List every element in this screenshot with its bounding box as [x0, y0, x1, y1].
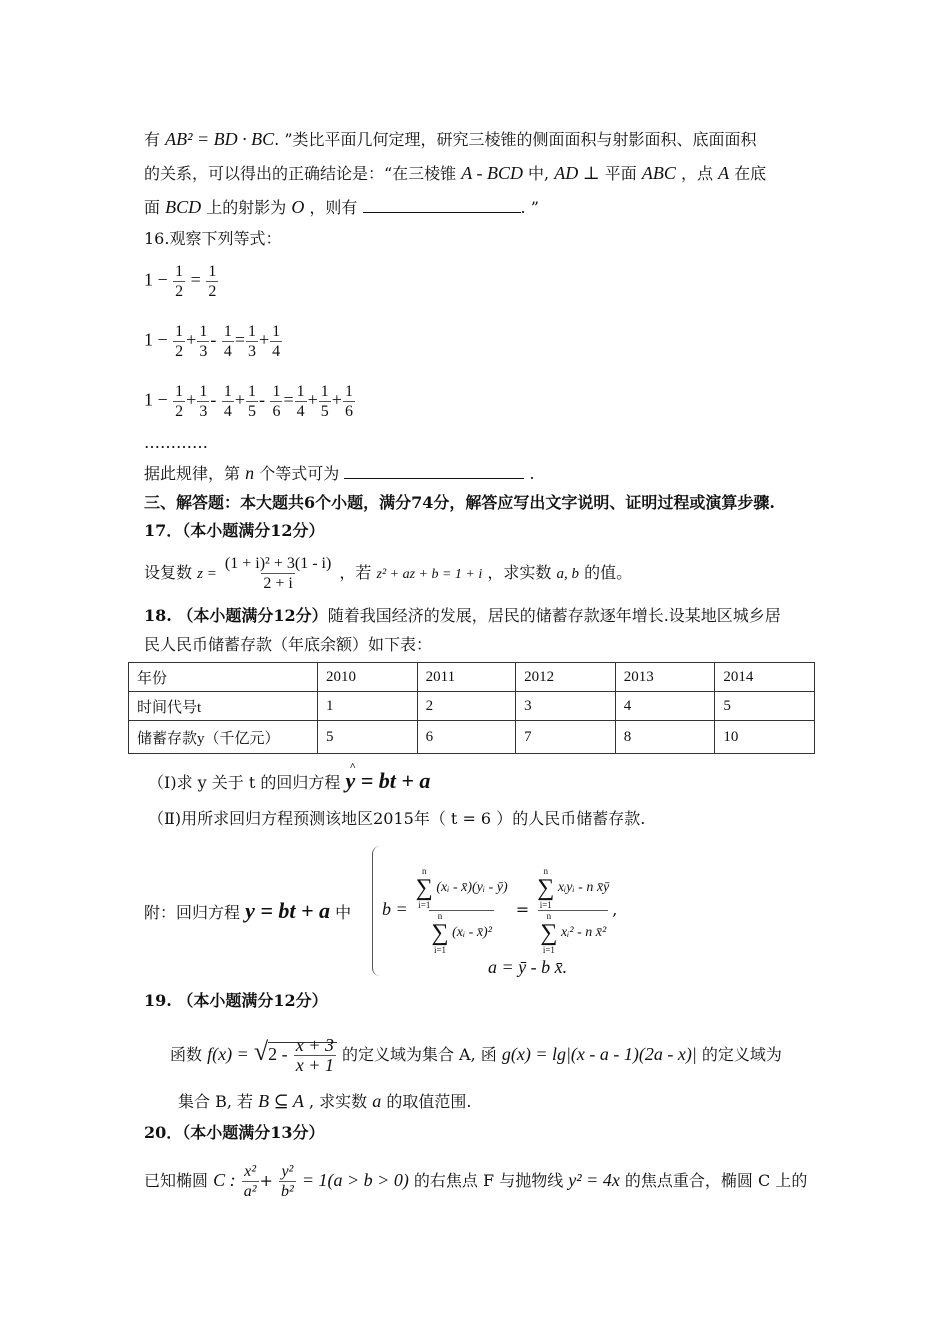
math-ab-bd-bc: AB² = BD · BC: [165, 129, 275, 149]
table-row: 时间代号t 1 2 3 4 5: [129, 692, 815, 721]
text-line-1: 有 AB² = BD · BC. ”类比平面几何定理，研究三棱锥的侧面面积与射影面积、底面面积: [144, 129, 757, 149]
left-brace: [372, 846, 381, 976]
q18-part-1: （Ⅰ)求 y 关于 t 的回归方程 ^ y = bt + a: [148, 770, 430, 794]
q19-body-1: 函数 f(x) = √2 - $\frac{x + 3}{x + 1}$ 的定义域为集合 A, 函 g(x) = lg|(x - a - 1)(2a - x)| 的定义域为: [170, 1035, 782, 1075]
equation-2: 1 − $\frac{1}{2}$ + $\frac{1}{3}$ - $\frac{1}{4}$ = $\frac{1}{3}$ + $\frac{1}{4}$: [144, 323, 281, 360]
table-row: 储蓄存款y（千亿元） 5 6 7 8 10: [129, 721, 815, 754]
answer-blank-15: [363, 197, 521, 213]
a-formula: a = ȳ - b x̄.: [488, 957, 568, 977]
q17-fraction: $\frac{\text{(1 + i)² + 3(1 - i)}}{2 + i}$: [224, 555, 332, 592]
section-3-heading: 三、解答题：本大题共6个小题，满分74分，解答应写出文字说明、证明过程或演算步骤.: [144, 493, 775, 512]
q20-body: 已知椭圆 C : $\frac{\text{x²}}{\text{a²}}$ + $\frac{\text{y²}}{\text{b²}}$ = 1(a > b > 0) 的右焦点 F 与抛物线 y² = 4x 的焦点重合，椭圆 C 上的: [144, 1163, 808, 1200]
q19-title: 19. （本小题满分12分）: [144, 991, 328, 1010]
sqrt-symbol: √: [253, 1037, 269, 1066]
equation-3: 1 − $\frac{1}{2}$ + $\frac{1}{3}$ - $\frac{1}{4}$ + $\frac{1}{5}$ - $\frac{1}{6}$ = $\frac{1}{4}$ + $\frac{1}{5}$ + $\frac{1}{6}$: [144, 383, 353, 420]
q18-line-1: 18. （本小题满分12分）随着我国经济的发展，居民的储蓄存款逐年增长.设某地区城乡居: [144, 606, 781, 625]
answer-blank-16: [344, 463, 524, 479]
q18-part-2: （Ⅱ)用所求回归方程预测该地区2015年（ t = 6 ）的人民币储蓄存款.: [148, 809, 646, 828]
appendix: 附：回归方程 y = bt + a 中: [144, 898, 352, 923]
q18-line-2: 民人民币储蓄存款（年底余额）如下表：: [144, 635, 433, 654]
savings-table: [128, 662, 815, 754]
q20-title: 20．（本小题满分13分）: [144, 1123, 325, 1142]
text-line-2: 的关系，可以得出的正确结论是：“在三棱锥 A - BCD 中, AD ⊥ 平面 ABC ，点 A 在底: [144, 163, 767, 183]
q17-title: 17．（本小题满分12分）: [144, 521, 325, 540]
text-line-3: 面 BCD 上的射影为 O ，则有 . ”: [144, 197, 539, 217]
q16-rule: 据此规律，第 n 个等式可为 .: [144, 463, 535, 483]
q17-body: 设复数 z = $\frac{\text{(1 + i)² + 3(1 - i)}}{2 + i}$ ，若 z² + az + b = 1 + i ，求实数 a, b 的值。: [144, 555, 633, 592]
ellipsis: …………: [144, 433, 208, 452]
q16-title: 16.观察下列等式：: [144, 229, 282, 248]
table-row: 年份 2010 2011 2012 2013 2014: [129, 663, 815, 692]
b-formula: b = n ∑ i=1 (xᵢ - x̄)(yᵢ - ȳ) n ∑ i=1 (xᵢ - x̄)² = n ∑ i=1 xᵢyᵢ - n x̄ȳ n ∑ i=1 xᵢ² - n x̄² ,: [382, 866, 618, 955]
q19-body-2: 集合 B, 若 B ⊆ A , 求实数 a 的取值范围.: [178, 1091, 472, 1111]
equation-1: 1 − $\frac{1}{2}$ = $\frac{1}{2}$: [144, 263, 217, 300]
